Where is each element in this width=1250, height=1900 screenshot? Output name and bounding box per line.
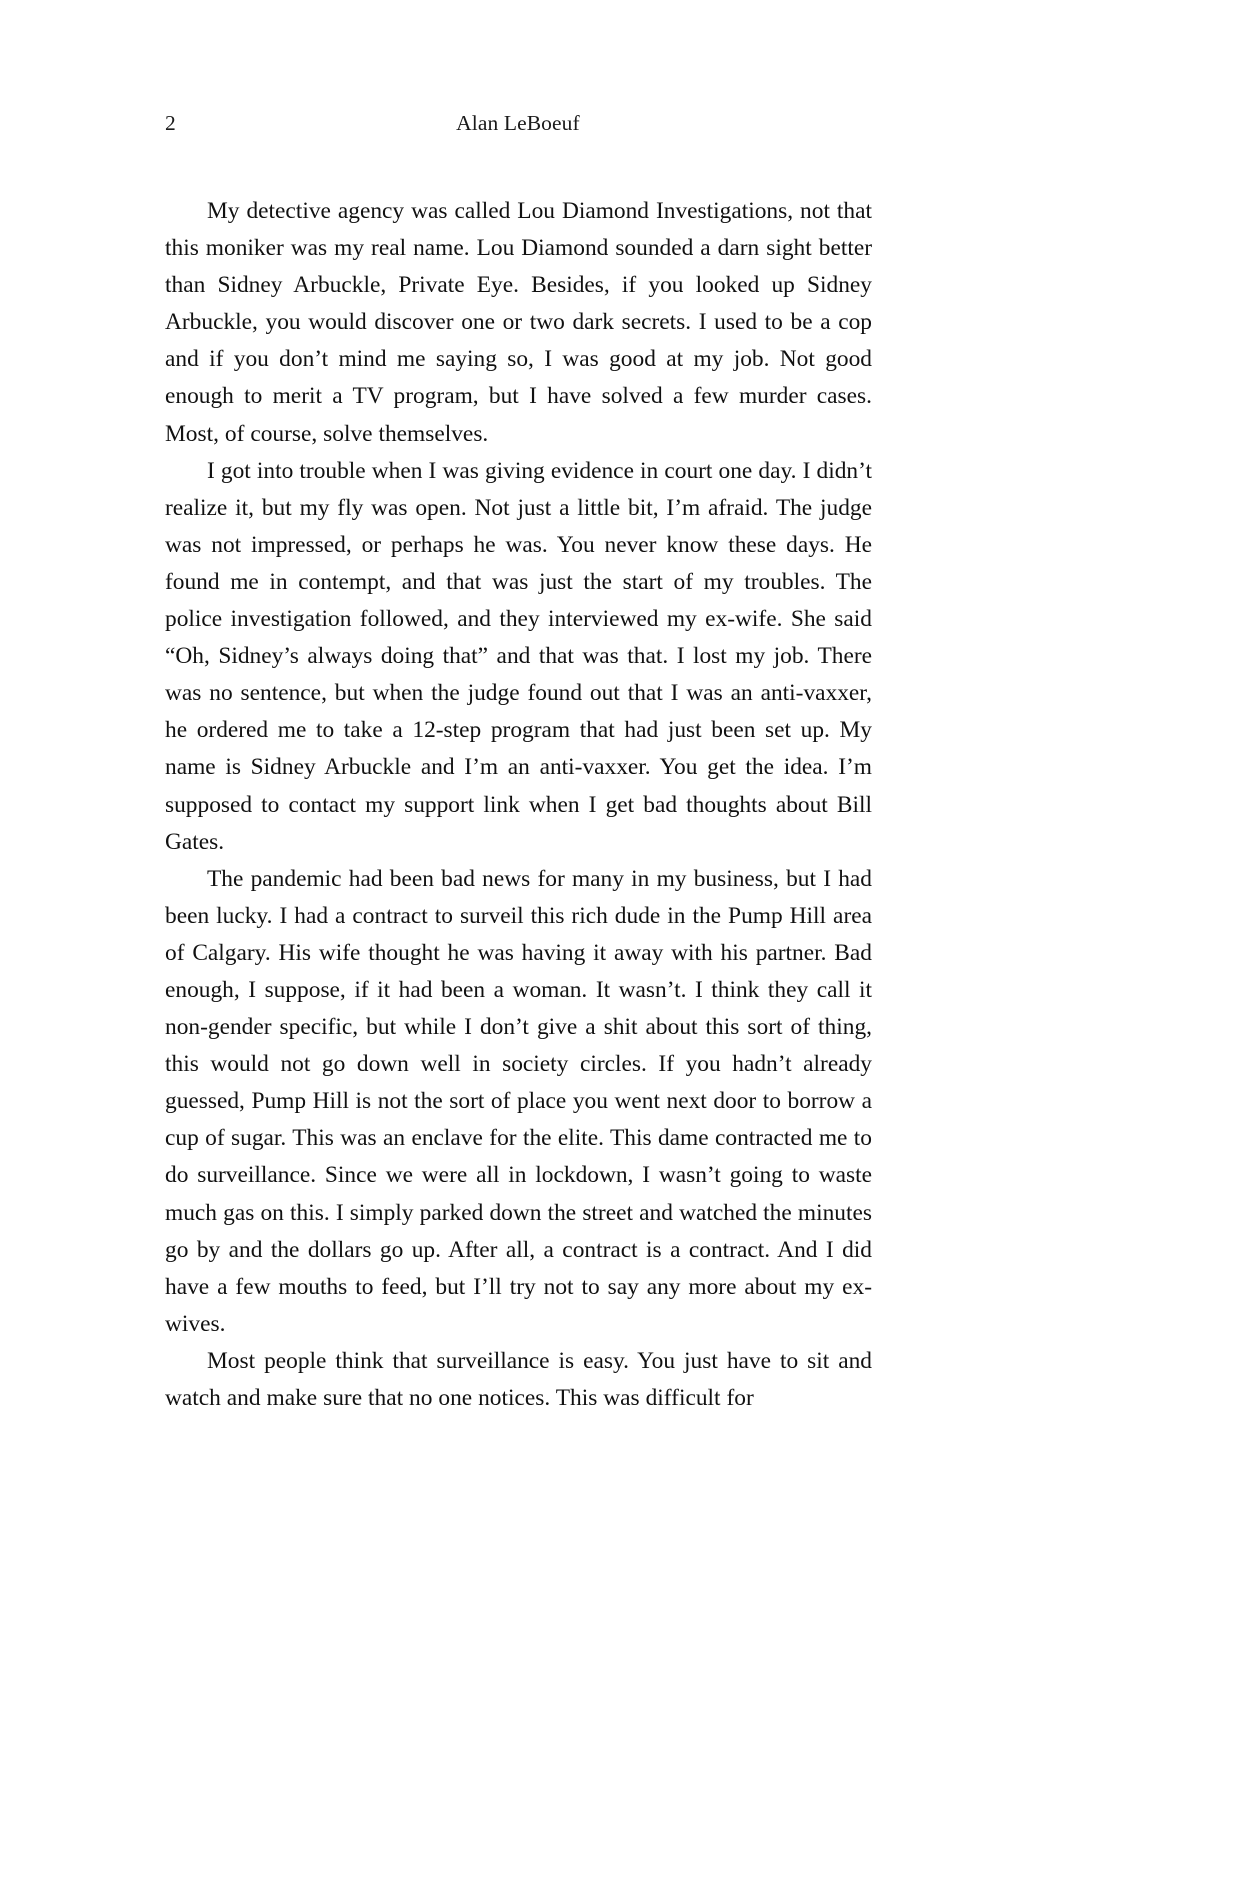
- paragraph-2: I got into trouble when I was giving evidence in court one day. I didn’t realize it, but my fly was open. Not just a little bit, I’m afraid. The judge was not impressed, or perhaps he was. You never know these days. He found me in contempt, and that was just the start of my troubles. The police investigation followed, and they interviewed my ex-wife. She said “Oh, Sidney’s always doing that” and that was that. I lost my job. There was no sentence, but when the judge found out that I was an anti-vaxxer, he ordered me to take a 12-step program that had just been set up. My name is Sidney Arbuckle and I’m an anti-vaxxer. You get the idea. I’m supposed to contact my support link when I get bad thoughts about Bill Gates.: [165, 457, 872, 855]
- page-number: 2: [165, 111, 176, 135]
- running-head-author: Alan LeBoeuf: [456, 111, 580, 135]
- body-text-block: [165, 193, 872, 1417]
- paragraph-4: Most people think that surveillance is easy. You just have to sit and watch and make sure that no one notices. This was difficult for: [165, 1347, 872, 1411]
- paragraph-1: My detective agency was called Lou Diamond Investigations, not that this moniker was my real name. Lou Diamond sounded a darn sight better than Sidney Arbuckle, Private Eye. Besides, if you looked up Sidney Arbuckle, you would discover one or two dark secrets. I used to be a cop and if you don’t mind me saying so, I was good at my job. Not good enough to merit a TV program, but I have solved a few murder cases. Most, of course, solve themselves.: [165, 198, 872, 447]
- running-head: [165, 108, 870, 138]
- paragraph-3: The pandemic had been bad news for many in my business, but I had been lucky. I had a contract to surveil this rich dude in the Pump Hill area of Calgary. His wife thought he was having it away with his partner. Bad enough, I suppose, if it had been a woman. It wasn’t. I think they call it non-gender specific, but while I don’t give a shit about this sort of thing, this would not go down well in society circles. If you hadn’t already guessed, Pump Hill is not the sort of place you went next door to borrow a cup of sugar. This was an enclave for the elite. This dame contracted me to do surveillance. Since we were all in lockdown, I wasn’t going to waste much gas on this. I simply parked down the street and watched the minutes go by and the dollars go up. After all, a contract is a contract. And I did have a few mouths to feed, but I’ll try not to say any more about my ex-wives.: [165, 865, 872, 1337]
